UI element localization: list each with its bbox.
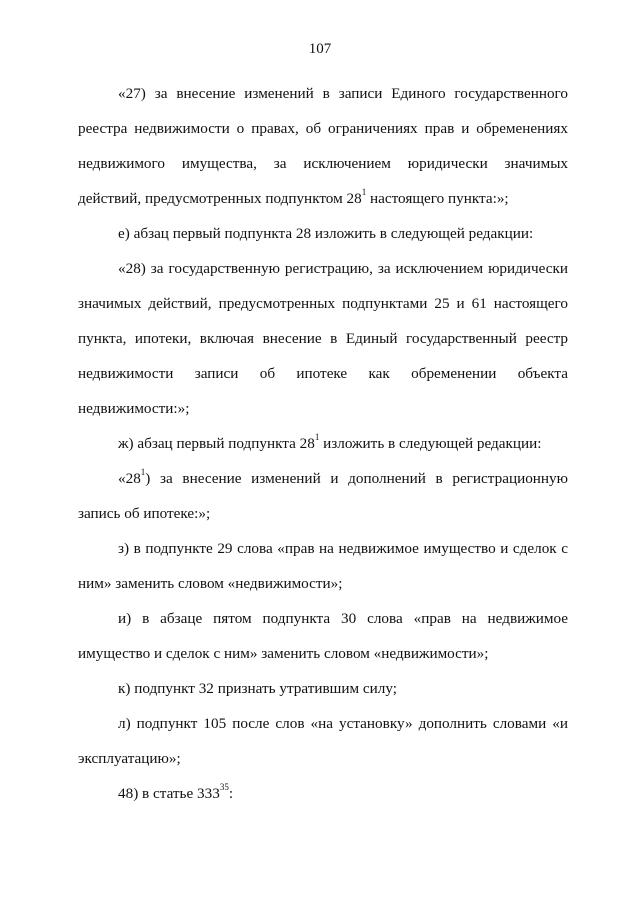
document-body [78, 76, 568, 811]
paragraph-item-27: «27) за внесение изменений в записи Единого государственного реестра недвижимости о правах, об ограничениях прав и обременениях недвижимого имущества, за исключением юридически значимых действий, предусмотренных подпунктом $28^1$ настоящего пункта:»; [78, 85, 568, 207]
superscript: 1 [361, 186, 367, 197]
paragraph-item-48: 48) в статье $333^{35}$: [118, 781, 234, 802]
superscript: 1 [314, 431, 320, 442]
paragraph-item-28: «28) за государственную регистрацию, за исключением юридически значимых действий, предусмотренных подпунктами 25 и 61 настоящего пункта, ипотеки, включая внесение в Единый государственный реестр недвижимости записи об ипотеке как обременении объекта недвижимости:»; [78, 260, 568, 417]
paragraph-item-k: к) подпункт 32 признать утратившим силу; [118, 680, 397, 697]
paragraph-item-i: и) в абзаце пятом подпункта 30 слова «прав на недвижимое имущество и сделок с ним» заменить словом «недвижимости»; [78, 610, 568, 662]
superscript: 1 [140, 466, 146, 477]
paragraph-item-z: з) в подпункте 29 слова «прав на недвижимое имущество и сделок с ним» заменить словом «недвижимости»; [78, 540, 568, 592]
paragraph-item-zh: ж) абзац первый подпункта $28^1$ изложить в следующей редакции: [118, 431, 542, 452]
page-number: 107 [308, 41, 332, 57]
paragraph-item-l: л) подпункт 105 после слов «на установку» дополнить словами «и эксплуатацию»; [78, 715, 568, 767]
superscript: 35 [219, 781, 229, 792]
paragraph-item-e: е) абзац первый подпункта 28 изложить в следующей редакции: [118, 225, 534, 242]
paragraph-item-28-1: «$28^1$) за внесение изменений и дополнений в регистрационную запись об ипотеке:»; [78, 466, 568, 522]
